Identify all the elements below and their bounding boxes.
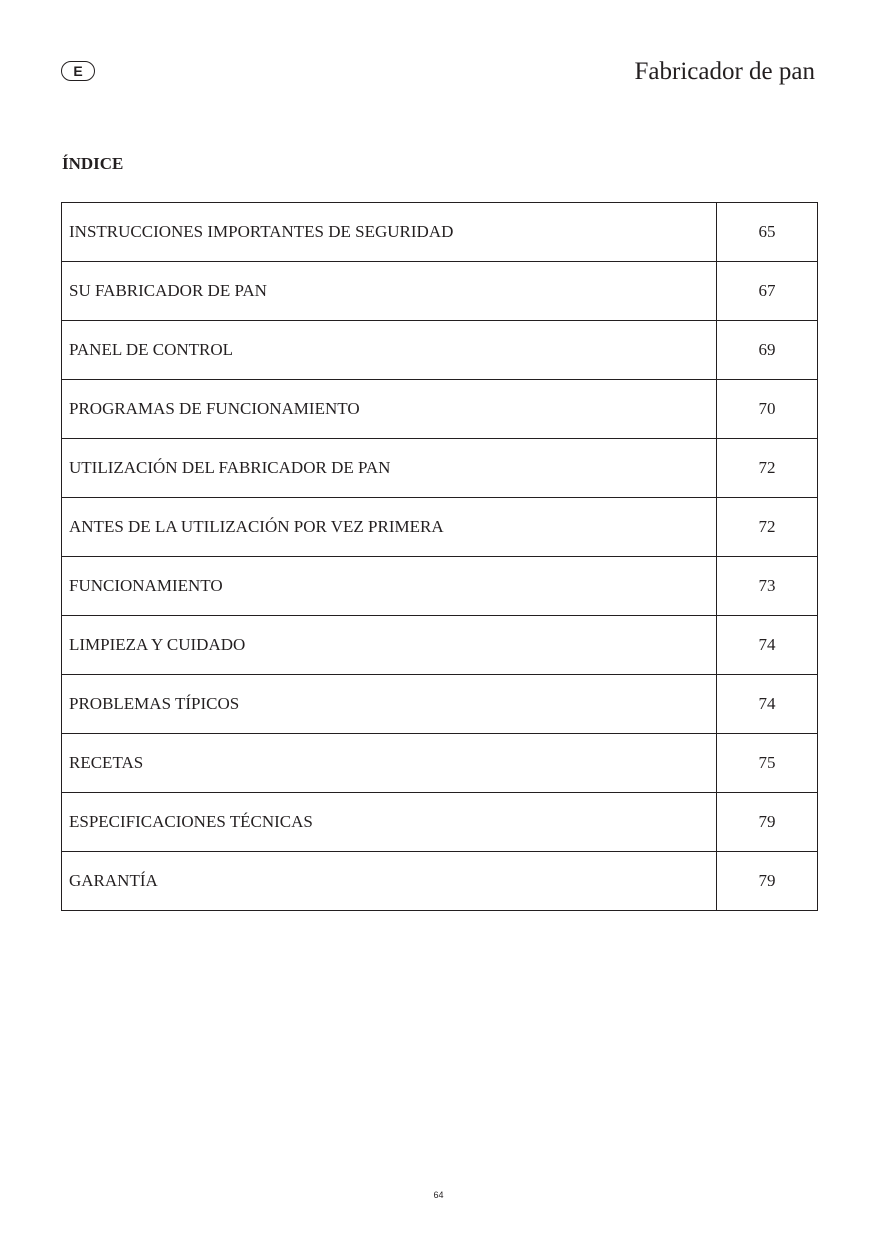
toc-entry-page: 74 [717, 675, 818, 734]
toc-entry-page: 70 [717, 380, 818, 439]
toc-entry-label: PROBLEMAS TÍPICOS [62, 675, 717, 734]
toc-entry-page: 67 [717, 262, 818, 321]
table-row [62, 203, 818, 262]
toc-entry-label: ESPECIFICACIONES TÉCNICAS [62, 793, 717, 852]
toc-entry-label: UTILIZACIÓN DEL FABRICADOR DE PAN [62, 439, 717, 498]
table-row [62, 734, 818, 793]
table-row [62, 793, 818, 852]
table-row [62, 321, 818, 380]
toc-entry-label: INSTRUCCIONES IMPORTANTES DE SEGURIDAD [62, 203, 717, 262]
table-row [62, 498, 818, 557]
page-number: 64 [433, 1190, 444, 1200]
toc-entry-page: 69 [717, 321, 818, 380]
table-row [62, 439, 818, 498]
table-row [62, 616, 818, 675]
toc-entry-label: SU FABRICADOR DE PAN [62, 262, 717, 321]
table-of-contents [61, 202, 818, 911]
table-row [62, 262, 818, 321]
toc-entry-label: RECETAS [62, 734, 717, 793]
table-row [62, 380, 818, 439]
toc-entry-label: PANEL DE CONTROL [62, 321, 717, 380]
index-heading: ÍNDICE [62, 154, 124, 173]
language-badge: E [61, 61, 95, 81]
toc-entry-page: 73 [717, 557, 818, 616]
toc-entry-page: 75 [717, 734, 818, 793]
toc-entry-page: 65 [717, 203, 818, 262]
table-row [62, 852, 818, 911]
toc-entry-page: 72 [717, 439, 818, 498]
toc-entry-label: GARANTÍA [62, 852, 717, 911]
toc-entry-label: PROGRAMAS DE FUNCIONAMIENTO [62, 380, 717, 439]
toc-entry-page: 79 [717, 793, 818, 852]
document-title: Fabricador de pan [634, 58, 815, 85]
toc-entry-label: FUNCIONAMIENTO [62, 557, 717, 616]
table-row [62, 675, 818, 734]
toc-entry-label: LIMPIEZA Y CUIDADO [62, 616, 717, 675]
toc-entry-page: 72 [717, 498, 818, 557]
toc-entry-label: ANTES DE LA UTILIZACIÓN POR VEZ PRIMERA [62, 498, 717, 557]
toc-entry-page: 74 [717, 616, 818, 675]
table-row [62, 557, 818, 616]
toc-entry-page: 79 [717, 852, 818, 911]
